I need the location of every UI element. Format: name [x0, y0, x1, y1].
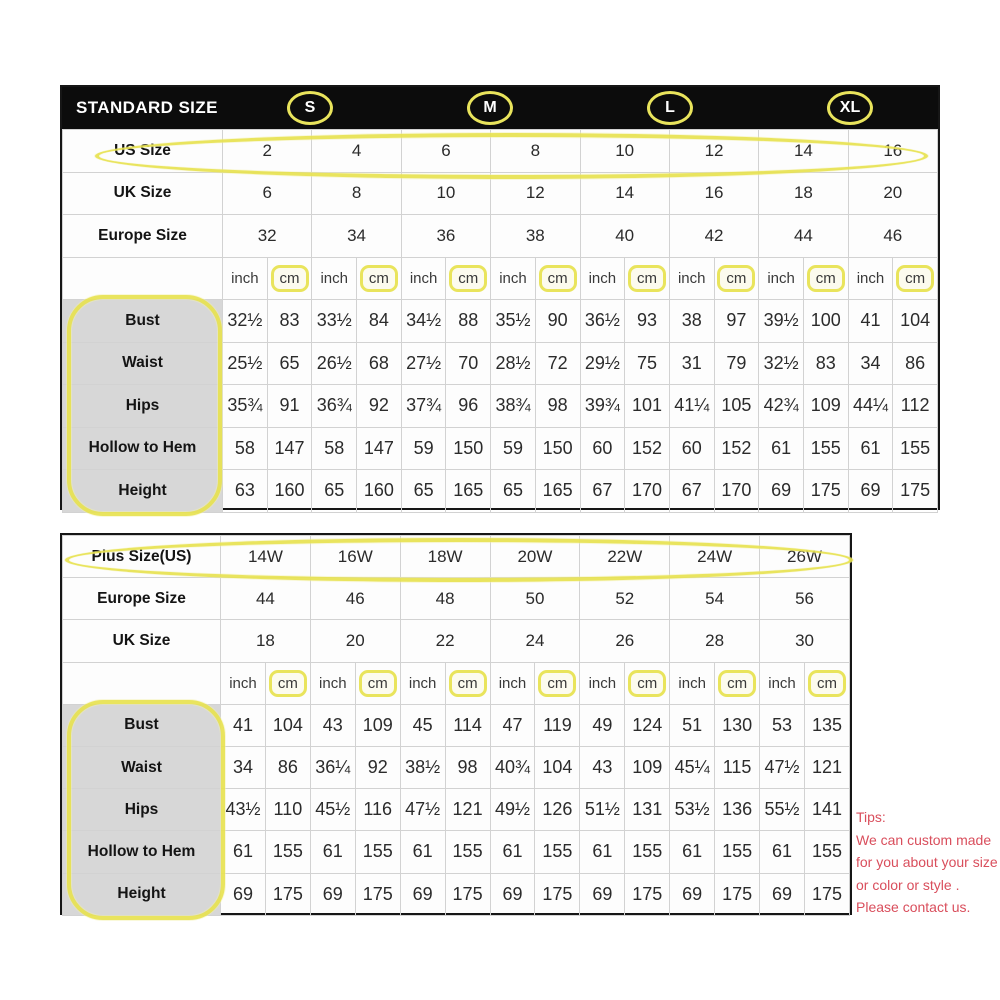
unit-cm-cell	[445, 662, 490, 704]
measure-cm-cell: 124	[625, 704, 670, 746]
measure-inch-cell: 36½	[580, 300, 625, 343]
measure-inch-cell: 58	[223, 427, 268, 470]
measure-cm-cell: 121	[804, 746, 849, 788]
measure-inch-cell: 61	[580, 831, 625, 873]
tips-note	[856, 806, 1000, 919]
measurement-row	[63, 746, 850, 788]
measure-cm-cell: 175	[265, 873, 310, 915]
measure-inch-cell: 69	[848, 470, 893, 513]
size-value-cell: 22W	[580, 536, 670, 578]
row-label: Height	[63, 470, 223, 513]
measure-cm-cell: 75	[625, 342, 670, 385]
measure-cm-cell: 104	[265, 704, 310, 746]
measure-cm-cell: 86	[265, 746, 310, 788]
size-value-cell: 46	[310, 578, 400, 620]
measure-inch-cell: 61	[670, 831, 715, 873]
size-value-cell: 18W	[400, 536, 490, 578]
size-value-cell: 44	[759, 215, 848, 258]
size-value-cell: 20	[310, 620, 400, 662]
measure-inch-cell: 60	[669, 427, 714, 470]
row-label	[63, 662, 221, 704]
size-value-cell: 24	[490, 620, 580, 662]
measure-cm-cell: 109	[803, 385, 848, 428]
row-label: UK Size	[63, 620, 221, 662]
unit-row	[63, 662, 850, 704]
size-row	[63, 620, 850, 662]
standard-size-header	[62, 87, 938, 129]
measure-inch-cell: 37¾	[401, 385, 446, 428]
measure-inch-cell: 49	[580, 704, 625, 746]
cm-highlight-box: cm	[718, 670, 756, 697]
cm-highlight-box: cm	[628, 265, 666, 292]
unit-inch-cell: inch	[580, 257, 625, 300]
unit-inch-cell: inch	[401, 257, 446, 300]
measure-inch-cell: 40¾	[490, 746, 535, 788]
size-letter-xl-highlight: XL	[827, 91, 873, 125]
measure-cm-cell: 175	[625, 873, 670, 915]
measure-inch-cell: 61	[848, 427, 893, 470]
measure-inch-cell: 29½	[580, 342, 625, 385]
size-value-cell: 16	[669, 172, 758, 215]
size-value-cell: 36	[401, 215, 490, 258]
measure-inch-cell: 28½	[491, 342, 536, 385]
measurement-row	[63, 300, 938, 343]
measure-cm-cell: 98	[535, 385, 580, 428]
row-label: Bust	[63, 704, 221, 746]
measure-cm-cell: 100	[803, 300, 848, 343]
size-value-cell: 44	[221, 578, 311, 620]
measure-inch-cell: 45	[400, 704, 445, 746]
standard-size-table	[60, 85, 940, 510]
unit-inch-cell: inch	[221, 662, 266, 704]
measure-cm-cell: 104	[893, 300, 938, 343]
measure-cm-cell: 72	[535, 342, 580, 385]
standard-size-grid	[62, 129, 938, 513]
size-letter-l-highlight: L	[647, 91, 693, 125]
measure-cm-cell: 83	[267, 300, 312, 343]
cm-highlight-box: cm	[359, 670, 397, 697]
measure-inch-cell: 26½	[312, 342, 357, 385]
tips-line: We can custom made	[856, 831, 992, 848]
measure-cm-cell: 92	[355, 746, 400, 788]
measure-cm-cell: 131	[625, 789, 670, 831]
unit-cm-cell	[625, 662, 670, 704]
measure-inch-cell: 33½	[312, 300, 357, 343]
cm-highlight-box: cm	[269, 670, 307, 697]
tips-line: or color or style .	[856, 876, 960, 893]
measure-inch-cell: 69	[400, 873, 445, 915]
unit-inch-cell: inch	[580, 662, 625, 704]
measure-cm-cell: 96	[446, 385, 491, 428]
unit-cm-cell	[357, 257, 402, 300]
measure-cm-cell: 116	[355, 789, 400, 831]
unit-inch-cell: inch	[490, 662, 535, 704]
measure-inch-cell: 65	[401, 470, 446, 513]
measure-inch-cell: 31	[669, 342, 714, 385]
measure-inch-cell: 61	[490, 831, 535, 873]
measure-inch-cell: 45½	[310, 789, 355, 831]
measure-cm-cell: 175	[803, 470, 848, 513]
measure-inch-cell: 34½	[401, 300, 446, 343]
measure-inch-cell: 61	[760, 831, 805, 873]
measure-inch-cell: 55½	[760, 789, 805, 831]
size-value-cell: 2	[223, 130, 312, 173]
size-value-cell: 48	[400, 578, 490, 620]
measure-cm-cell: 98	[445, 746, 490, 788]
measure-cm-cell: 175	[893, 470, 938, 513]
measure-inch-cell: 41	[221, 704, 266, 746]
measure-cm-cell: 175	[804, 873, 849, 915]
measure-cm-cell: 175	[445, 873, 490, 915]
size-value-cell: 14	[580, 172, 669, 215]
cm-highlight-box: cm	[808, 670, 846, 697]
row-label: Height	[63, 873, 221, 915]
measure-inch-cell: 38¾	[491, 385, 536, 428]
size-value-cell: 38	[491, 215, 580, 258]
measure-inch-cell: 35¾	[223, 385, 268, 428]
cm-highlight-box: cm	[449, 670, 487, 697]
measure-inch-cell: 34	[848, 342, 893, 385]
row-label: Hips	[63, 385, 223, 428]
unit-cm-cell	[893, 257, 938, 300]
measure-cm-cell: 79	[714, 342, 759, 385]
measure-inch-cell: 53	[760, 704, 805, 746]
size-value-cell: 40	[580, 215, 669, 258]
size-value-cell: 10	[401, 172, 490, 215]
cm-highlight-box: cm	[539, 265, 577, 292]
unit-cm-cell	[446, 257, 491, 300]
size-value-cell: 42	[669, 215, 758, 258]
measure-inch-cell: 59	[401, 427, 446, 470]
size-value-cell: 4	[312, 130, 401, 173]
measurement-row	[63, 385, 938, 428]
measure-inch-cell: 32½	[223, 300, 268, 343]
measure-cm-cell: 130	[715, 704, 760, 746]
measure-inch-cell: 47½	[400, 789, 445, 831]
measure-inch-cell: 69	[759, 470, 804, 513]
unit-row	[63, 257, 938, 300]
measure-inch-cell: 61	[759, 427, 804, 470]
measure-cm-cell: 93	[625, 300, 670, 343]
size-value-cell: 18	[221, 620, 311, 662]
size-value-cell: 6	[223, 172, 312, 215]
measure-cm-cell: 175	[715, 873, 760, 915]
unit-cm-cell	[715, 662, 760, 704]
measure-inch-cell: 69	[580, 873, 625, 915]
measure-cm-cell: 170	[625, 470, 670, 513]
measure-cm-cell: 155	[445, 831, 490, 873]
unit-cm-cell	[714, 257, 759, 300]
tips-line: Please contact us.	[856, 899, 971, 915]
cm-highlight-box: cm	[360, 265, 398, 292]
unit-cm-cell	[267, 257, 312, 300]
unit-cm-cell	[803, 257, 848, 300]
unit-cm-cell	[535, 662, 580, 704]
size-row	[63, 172, 938, 215]
measure-cm-cell: 160	[267, 470, 312, 513]
size-value-cell: 26W	[760, 536, 850, 578]
row-label: Europe Size	[63, 578, 221, 620]
measure-inch-cell: 39¾	[580, 385, 625, 428]
measure-cm-cell: 152	[714, 427, 759, 470]
measure-inch-cell: 38½	[400, 746, 445, 788]
size-value-cell: 12	[669, 130, 758, 173]
size-value-cell: 28	[670, 620, 760, 662]
measure-inch-cell: 69	[760, 873, 805, 915]
measure-inch-cell: 32½	[759, 342, 804, 385]
measure-cm-cell: 86	[893, 342, 938, 385]
measure-cm-cell: 155	[804, 831, 849, 873]
measure-inch-cell: 69	[490, 873, 535, 915]
measure-inch-cell: 53½	[670, 789, 715, 831]
measure-cm-cell: 65	[267, 342, 312, 385]
measure-inch-cell: 44¼	[848, 385, 893, 428]
measure-inch-cell: 36¾	[312, 385, 357, 428]
measure-cm-cell: 105	[714, 385, 759, 428]
measure-inch-cell: 69	[670, 873, 715, 915]
cm-highlight-box: cm	[271, 265, 309, 292]
unit-cm-cell	[355, 662, 400, 704]
size-value-cell: 20W	[490, 536, 580, 578]
size-value-cell: 18	[759, 172, 848, 215]
size-row	[63, 215, 938, 258]
measure-cm-cell: 115	[715, 746, 760, 788]
row-label: US Size	[63, 130, 223, 173]
measure-cm-cell: 135	[804, 704, 849, 746]
measure-cm-cell: 147	[357, 427, 402, 470]
measure-inch-cell: 65	[491, 470, 536, 513]
measure-cm-cell: 175	[355, 873, 400, 915]
measure-cm-cell: 160	[357, 470, 402, 513]
size-value-cell: 30	[760, 620, 850, 662]
size-value-cell: 22	[400, 620, 490, 662]
measure-cm-cell: 141	[804, 789, 849, 831]
measure-cm-cell: 165	[446, 470, 491, 513]
unit-cm-cell	[804, 662, 849, 704]
size-value-cell: 14	[759, 130, 848, 173]
measure-inch-cell: 69	[310, 873, 355, 915]
measure-cm-cell: 90	[535, 300, 580, 343]
measurement-row	[63, 342, 938, 385]
unit-inch-cell: inch	[760, 662, 805, 704]
size-value-cell: 52	[580, 578, 670, 620]
unit-inch-cell: inch	[759, 257, 804, 300]
measure-inch-cell: 61	[221, 831, 266, 873]
unit-inch-cell: inch	[669, 257, 714, 300]
measure-inch-cell: 67	[580, 470, 625, 513]
size-value-cell: 12	[491, 172, 580, 215]
row-label: Europe Size	[63, 215, 223, 258]
size-value-cell: 8	[491, 130, 580, 173]
size-value-cell: 34	[312, 215, 401, 258]
measure-inch-cell: 41¼	[669, 385, 714, 428]
measure-inch-cell: 47	[490, 704, 535, 746]
row-label	[63, 257, 223, 300]
measure-cm-cell: 155	[535, 831, 580, 873]
measurement-row	[63, 704, 850, 746]
measure-inch-cell: 43	[310, 704, 355, 746]
measure-inch-cell: 58	[312, 427, 357, 470]
measure-cm-cell: 109	[355, 704, 400, 746]
measure-inch-cell: 39½	[759, 300, 804, 343]
size-value-cell: 10	[580, 130, 669, 173]
cm-highlight-box: cm	[449, 265, 487, 292]
cm-highlight-box: cm	[717, 265, 755, 292]
unit-cm-cell	[535, 257, 580, 300]
size-value-cell: 50	[490, 578, 580, 620]
unit-cm-cell	[265, 662, 310, 704]
measure-cm-cell: 150	[446, 427, 491, 470]
unit-cm-cell	[625, 257, 670, 300]
measure-cm-cell: 121	[445, 789, 490, 831]
row-label: Waist	[63, 746, 221, 788]
size-value-cell: 8	[312, 172, 401, 215]
measure-cm-cell: 155	[803, 427, 848, 470]
measure-cm-cell: 112	[893, 385, 938, 428]
measure-inch-cell: 67	[669, 470, 714, 513]
unit-inch-cell: inch	[491, 257, 536, 300]
size-row	[63, 536, 850, 578]
size-letter-s-highlight: S	[287, 91, 333, 125]
size-value-cell: 20	[848, 172, 937, 215]
measure-inch-cell: 41	[848, 300, 893, 343]
row-label: Bust	[63, 300, 223, 343]
standard-size-title: STANDARD SIZE	[76, 98, 218, 117]
unit-inch-cell: inch	[670, 662, 715, 704]
measure-inch-cell: 36¼	[310, 746, 355, 788]
measurement-row	[63, 831, 850, 873]
measure-cm-cell: 88	[446, 300, 491, 343]
row-label: Hips	[63, 789, 221, 831]
measure-cm-cell: 165	[535, 470, 580, 513]
unit-inch-cell: inch	[223, 257, 268, 300]
measure-inch-cell: 25½	[223, 342, 268, 385]
measure-cm-cell: 175	[535, 873, 580, 915]
measure-cm-cell: 147	[267, 427, 312, 470]
measure-cm-cell: 110	[265, 789, 310, 831]
row-label: Plus Size(US)	[63, 536, 221, 578]
measure-cm-cell: 126	[535, 789, 580, 831]
size-value-cell: 26	[580, 620, 670, 662]
measure-inch-cell: 61	[310, 831, 355, 873]
size-value-cell: 32	[223, 215, 312, 258]
size-value-cell: 54	[670, 578, 760, 620]
unit-inch-cell: inch	[848, 257, 893, 300]
unit-inch-cell: inch	[400, 662, 445, 704]
measure-cm-cell: 68	[357, 342, 402, 385]
cm-highlight-box: cm	[896, 265, 934, 292]
size-row	[63, 578, 850, 620]
size-value-cell: 6	[401, 130, 490, 173]
measure-inch-cell: 49½	[490, 789, 535, 831]
measure-cm-cell: 155	[715, 831, 760, 873]
measurement-row	[63, 470, 938, 513]
measure-inch-cell: 69	[221, 873, 266, 915]
measure-cm-cell: 97	[714, 300, 759, 343]
row-label: Waist	[63, 342, 223, 385]
row-label: UK Size	[63, 172, 223, 215]
measure-inch-cell: 45¼	[670, 746, 715, 788]
cm-highlight-box: cm	[628, 670, 666, 697]
measure-inch-cell: 63	[223, 470, 268, 513]
measure-inch-cell: 42¾	[759, 385, 804, 428]
plus-size-grid	[62, 535, 850, 916]
unit-inch-cell: inch	[310, 662, 355, 704]
measure-inch-cell: 51½	[580, 789, 625, 831]
measure-cm-cell: 101	[625, 385, 670, 428]
measure-inch-cell: 61	[400, 831, 445, 873]
measure-cm-cell: 109	[625, 746, 670, 788]
unit-inch-cell: inch	[312, 257, 357, 300]
size-row	[63, 130, 938, 173]
size-value-cell: 46	[848, 215, 937, 258]
tips-line: for you about your size	[856, 854, 998, 870]
cm-highlight-box: cm	[807, 265, 845, 292]
measure-inch-cell: 43½	[221, 789, 266, 831]
measure-cm-cell: 150	[535, 427, 580, 470]
row-label: Hollow to Hem	[63, 427, 223, 470]
measure-inch-cell: 27½	[401, 342, 446, 385]
measure-inch-cell: 65	[312, 470, 357, 513]
measure-inch-cell: 51	[670, 704, 715, 746]
measure-cm-cell: 104	[535, 746, 580, 788]
measure-cm-cell: 152	[625, 427, 670, 470]
measure-cm-cell: 70	[446, 342, 491, 385]
measure-cm-cell: 92	[357, 385, 402, 428]
measure-cm-cell: 84	[357, 300, 402, 343]
size-value-cell: 14W	[221, 536, 311, 578]
size-value-cell: 16W	[310, 536, 400, 578]
measurement-row	[63, 427, 938, 470]
measure-inch-cell: 43	[580, 746, 625, 788]
measure-cm-cell: 155	[625, 831, 670, 873]
measure-cm-cell: 114	[445, 704, 490, 746]
size-value-cell: 24W	[670, 536, 760, 578]
size-letter-m-highlight: M	[467, 91, 513, 125]
measure-inch-cell: 60	[580, 427, 625, 470]
size-value-cell: 56	[760, 578, 850, 620]
size-value-cell: 16	[848, 130, 937, 173]
measure-cm-cell: 83	[803, 342, 848, 385]
measurement-row	[63, 789, 850, 831]
measure-inch-cell: 38	[669, 300, 714, 343]
measure-cm-cell: 170	[714, 470, 759, 513]
measure-cm-cell: 155	[893, 427, 938, 470]
measure-inch-cell: 59	[491, 427, 536, 470]
measure-cm-cell: 155	[265, 831, 310, 873]
measure-cm-cell: 119	[535, 704, 580, 746]
measure-inch-cell: 47½	[760, 746, 805, 788]
measurement-row	[63, 873, 850, 915]
measure-inch-cell: 34	[221, 746, 266, 788]
tips-heading: Tips:	[856, 809, 886, 825]
measure-inch-cell: 35½	[491, 300, 536, 343]
measure-cm-cell: 91	[267, 385, 312, 428]
row-label: Hollow to Hem	[63, 831, 221, 873]
measure-cm-cell: 155	[355, 831, 400, 873]
measure-cm-cell: 136	[715, 789, 760, 831]
plus-size-table	[60, 533, 852, 915]
cm-highlight-box: cm	[538, 670, 576, 697]
